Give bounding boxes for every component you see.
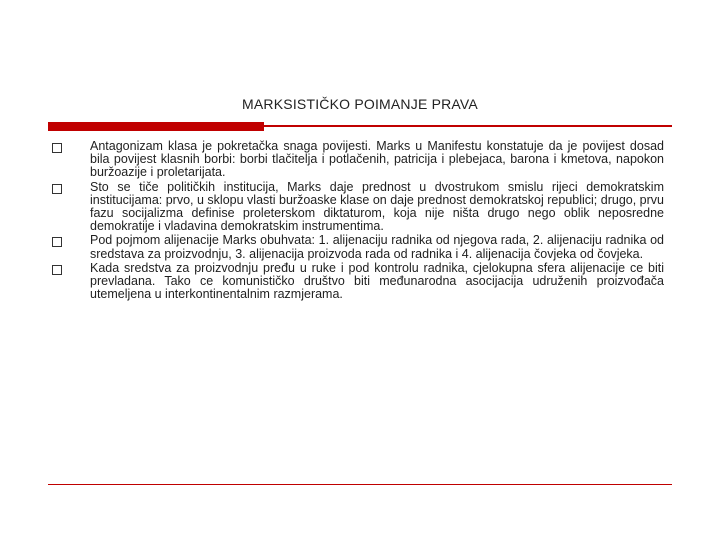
top-divider bbox=[48, 125, 672, 127]
square-bullet-icon bbox=[52, 237, 62, 247]
bullet-item bbox=[52, 140, 664, 180]
bullet-text: Sto se tiče političkih institucija, Marks daje prednost u dvostrukom smislu rijeci demokratskim institucijama: prvo, u sklopu vlasti buržoaske klase on daje prednost demokratskoj republici; drugo, prvu fazu socijalizma definise proleterskom diktaturom, koja nije ništa drugo nego oblik neposredne demokratije i vladavina demokratskim instrumentima. bbox=[90, 179, 664, 234]
bullet-list bbox=[52, 140, 664, 301]
bullet-text: Antagonizam klasa je pokretačka snaga povijesti. Marks u Manifestu konstatuje da je povijest dosad bila povijest klasnih borbi: borbi tlačitelja i potlačenih, patricija i plebejaca, barona i kmetova, napokon buržoazije i proletarijata. bbox=[90, 139, 664, 180]
square-bullet-icon bbox=[52, 184, 62, 194]
square-bullet-icon bbox=[52, 143, 62, 153]
bullet-item bbox=[52, 234, 664, 260]
bullet-item bbox=[52, 262, 664, 302]
bullet-text: Pod pojmom alijenacije Marks obuhvata: 1. alijenaciju radnika od njegova rada, 2. alijenaciju radnika od sredstava za proizvodnju, 3. alijenacija proizvoda rada od radnika i 4. alijenacija čovjeka od čovjeka. bbox=[90, 233, 664, 261]
bullet-text: Kada sredstva za proizvodnju pređu u ruke i pod kontrolu radnika, cjelokupna sfera alijenacije ce biti prevladana. Tako ce komunističko društvo biti međunarodna asocijacija udruženih proizvođača utemeljena u interkontinentalnim razmjerama. bbox=[90, 260, 664, 302]
square-bullet-icon bbox=[52, 265, 62, 275]
top-divider-accent-block bbox=[48, 122, 264, 131]
bullet-item bbox=[52, 181, 664, 234]
slide-title: MARKSISTIČKO POIMANJE PRAVA bbox=[242, 96, 478, 112]
bottom-divider bbox=[48, 484, 672, 485]
